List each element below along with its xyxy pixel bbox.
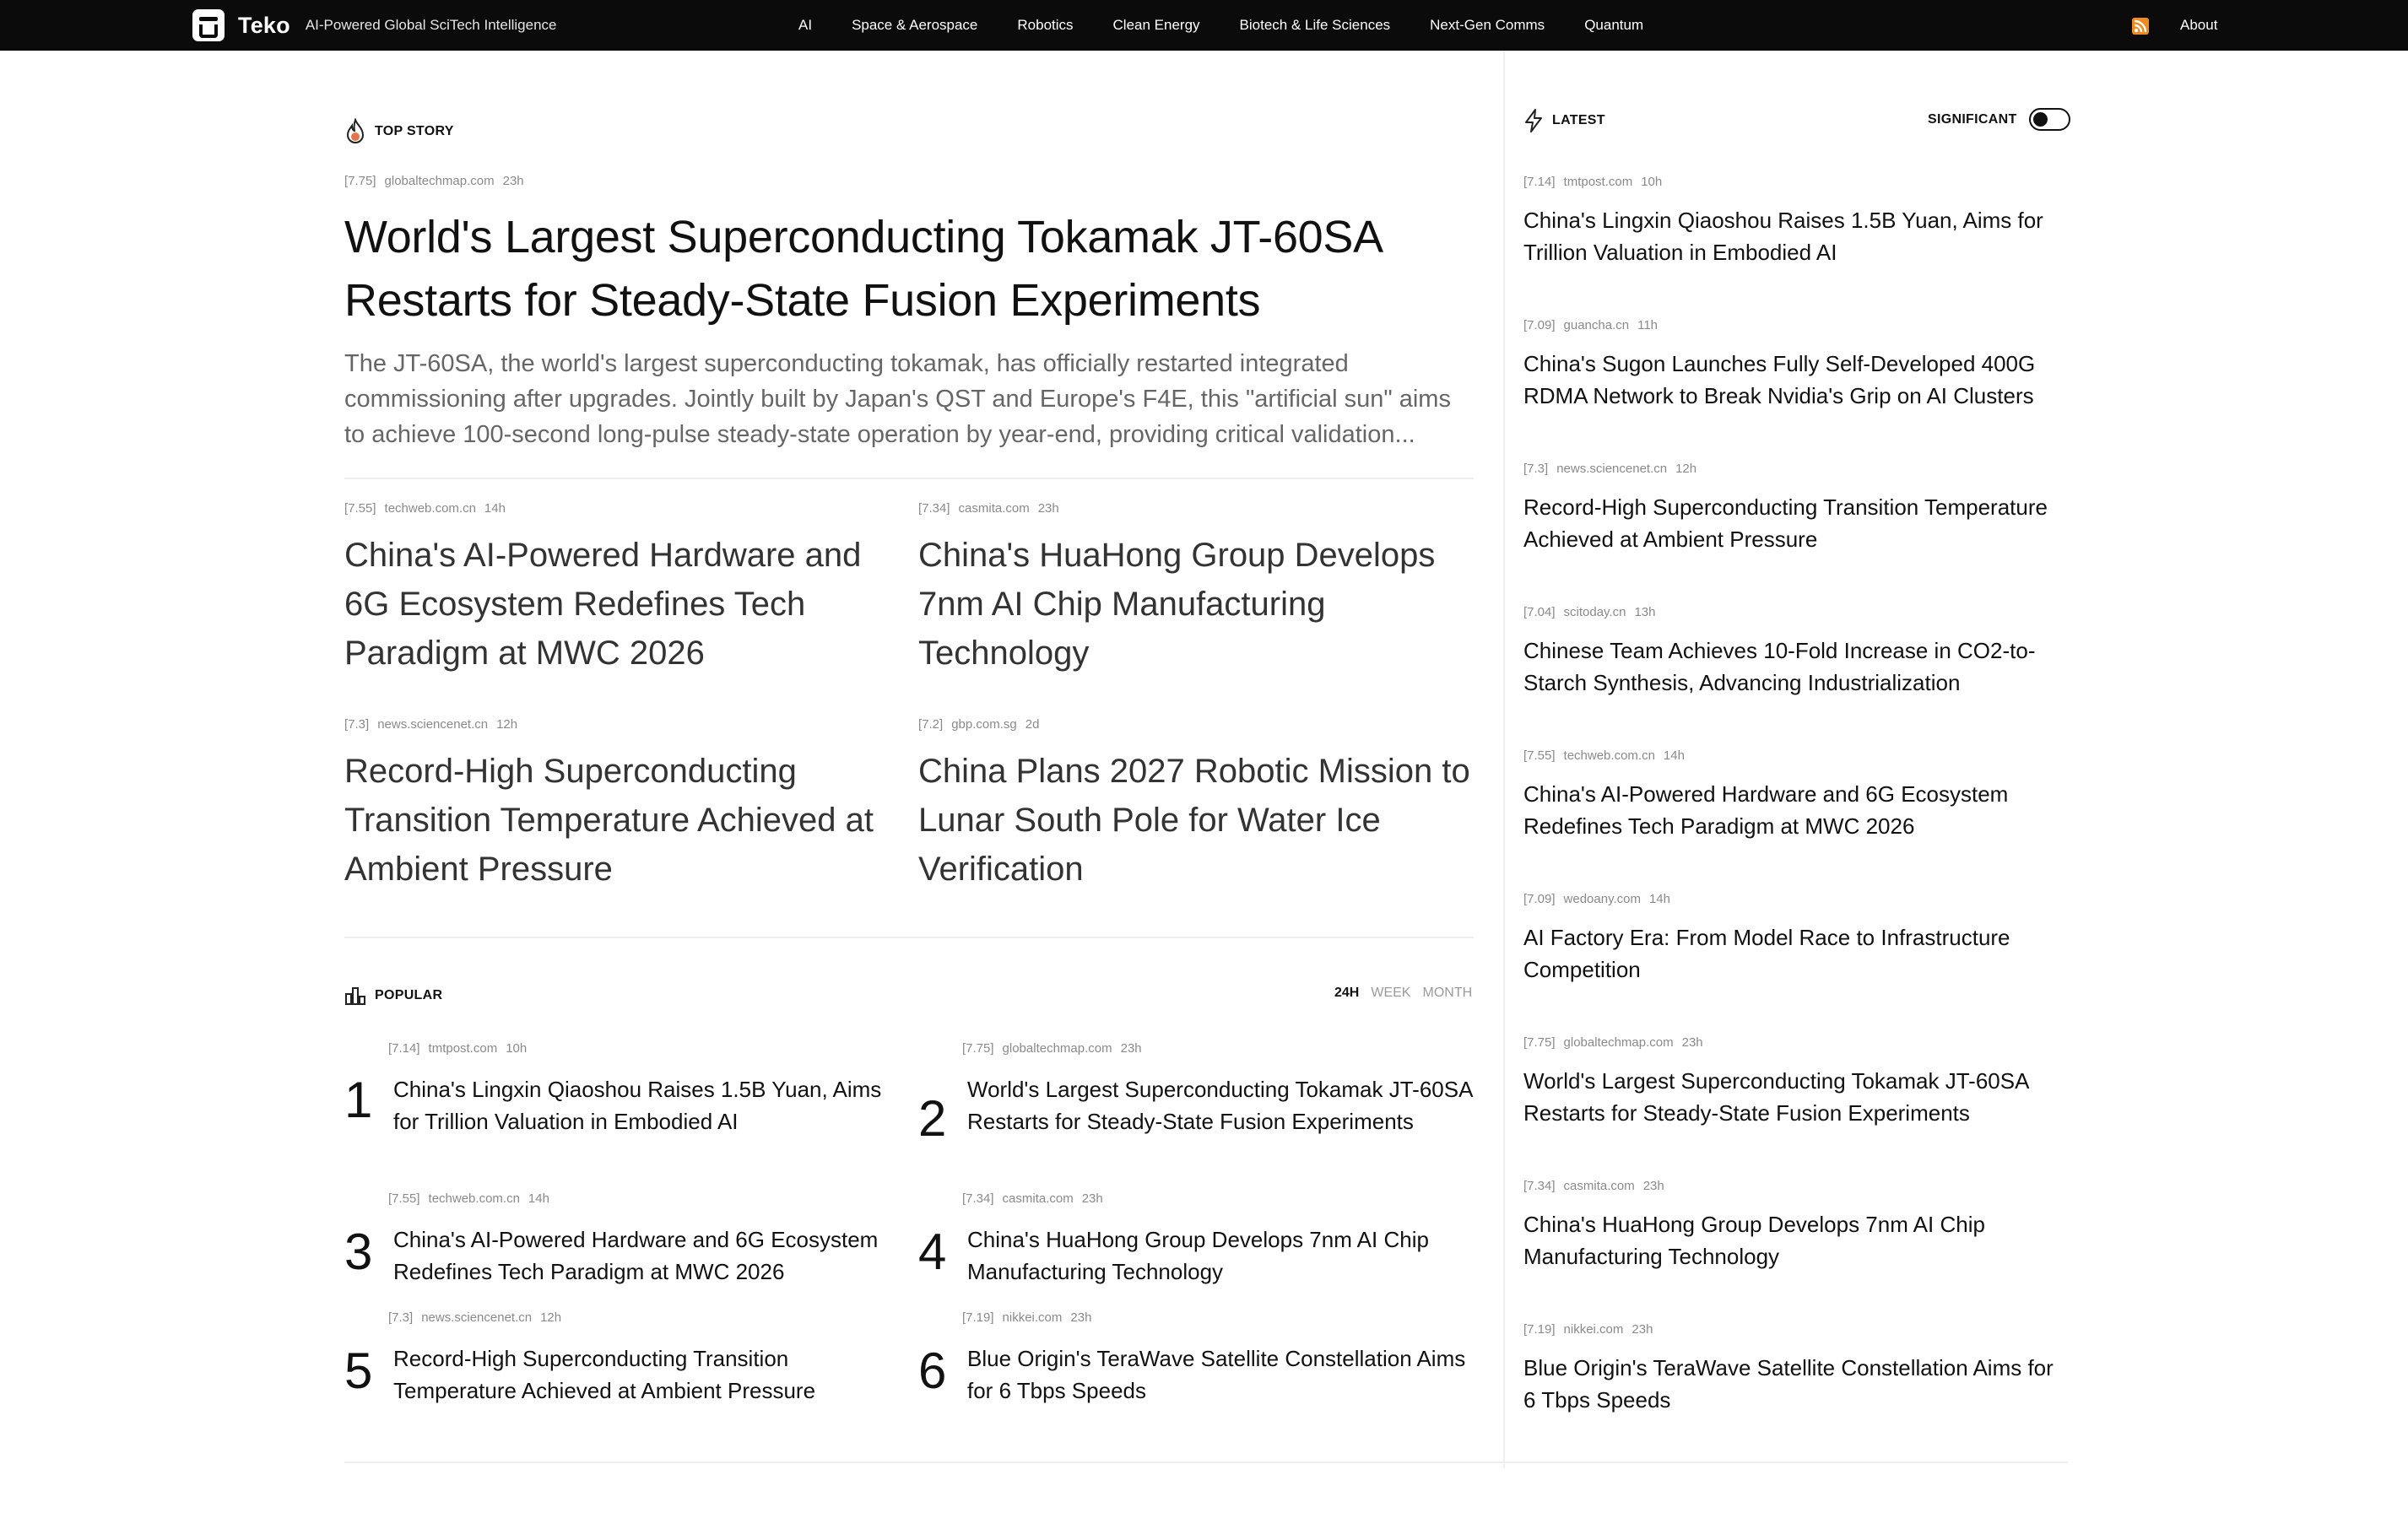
latest-label: LATEST (1523, 108, 1605, 133)
latest-item (1523, 1035, 2064, 1129)
latest-title[interactable]: China's Lingxin Qiaoshou Raises 1.5B Yuan, Aims for Trillion Valuation in Embodied AI (1523, 208, 2043, 265)
rss-icon[interactable] (2132, 18, 2149, 35)
flame-icon (344, 118, 366, 145)
sidebar-divider (1503, 51, 1505, 1468)
latest-title[interactable]: Record-High Superconducting Transition Temperature Achieved at Ambient Pressure (1523, 494, 2048, 552)
significant-label: SIGNIFICANT (1928, 111, 2017, 127)
grid-story (344, 501, 901, 678)
grid-story-title[interactable]: Record-High Superconducting Transition Temperature Achieved at Ambient Pressure (344, 753, 874, 888)
grid-story-meta: [7.55] techweb.com.cn 14h (344, 501, 506, 516)
latest-title[interactable]: China's HuaHong Group Develops 7nm AI Chip Manufacturing Technology (1523, 1212, 1985, 1269)
popular-rank: 5 (344, 1342, 373, 1399)
popular-meta: [7.14] tmtpost.com 10h (388, 1041, 528, 1056)
grid-story (918, 717, 1475, 894)
popular-meta: [7.55] techweb.com.cn 14h (388, 1191, 549, 1206)
nav-item-space-aerospace[interactable]: Space & Aerospace (852, 17, 978, 33)
latest-meta: [7.55] techweb.com.cn 14h (1523, 748, 1685, 763)
latest-title[interactable]: AI Factory Era: From Model Race to Infrastructure Competition (1523, 925, 2010, 982)
nav-item-robotics[interactable]: Robotics (1017, 17, 1074, 33)
latest-title[interactable]: World's Largest Superconducting Tokamak JT-60SA Restarts for Steady-State Fusion Experiments (1523, 1068, 2028, 1126)
top-story-meta (344, 174, 533, 188)
popular-label: POPULAR (344, 986, 442, 1006)
latest-meta: [7.14] tmtpost.com 10h (1523, 175, 1663, 189)
toggle-knob (2033, 112, 2048, 127)
significant-toggle[interactable] (2029, 108, 2070, 131)
divider (344, 478, 1474, 479)
grid-story-title[interactable]: China's HuaHong Group Develops 7nm AI Chip Manufacturing Technology (918, 537, 1436, 672)
age: 23h (502, 174, 524, 188)
grid-story-title[interactable]: China Plans 2027 Robotic Mission to Lunar South Pole for Water Ice Verification (918, 753, 1470, 888)
latest-item (1523, 462, 2064, 555)
grid-story-meta: [7.3] news.sciencenet.cn 12h (344, 717, 518, 732)
popular-meta: [7.75] globaltechmap.com 23h (962, 1041, 1142, 1056)
popular-title[interactable]: World's Largest Superconducting Tokamak JT-60SA Restarts for Steady-State Fusion Experiments (967, 1077, 1472, 1134)
nav-item-clean-energy[interactable]: Clean Energy (1112, 17, 1200, 33)
top-story-summary: The JT-60SA, the world's largest superconducting tokamak, has officially restarted integrated commissioning after upgrades. Jointly built by Japan's QST and Europe's F4E, this "artificial sun" aims to achieve 100-second long-pulse steady-state operation by year-end, providing critical validation... (344, 350, 1451, 448)
latest-item (1523, 892, 2064, 986)
nav-item-next-gen-comms[interactable]: Next-Gen Comms (1430, 17, 1545, 33)
latest-meta: [7.34] casmita.com 23h (1523, 1179, 1664, 1193)
grid-story (344, 717, 901, 894)
popular-rank: 1 (344, 1072, 373, 1128)
popular-rank: 6 (918, 1342, 947, 1399)
top-story-label: TOP STORY (344, 118, 454, 145)
latest-item (1523, 748, 2064, 842)
grid-story (918, 501, 1475, 678)
popular-meta: [7.19] nikkei.com 23h (962, 1310, 1092, 1325)
bottom-divider (344, 1461, 2068, 1463)
popular-item (918, 1310, 1466, 1412)
tab-24h[interactable]: 24H (1334, 986, 1360, 1000)
popular-item (344, 1041, 885, 1143)
latest-item (1523, 175, 2064, 268)
grid-story-meta: [7.34] casmita.com 23h (918, 501, 1059, 516)
latest-meta: [7.19] nikkei.com 23h (1523, 1322, 1653, 1337)
latest-meta: [7.3] news.sciencenet.cn 12h (1523, 462, 1697, 476)
popular-item (918, 1191, 1458, 1293)
tab-week[interactable]: WEEK (1371, 986, 1411, 1000)
teko-logo-icon (192, 9, 225, 41)
brand-name: Teko (238, 12, 290, 38)
nav-item-ai[interactable]: AI (798, 17, 813, 33)
top-story-title[interactable]: World's Largest Superconducting Tokamak JT-60SA Restarts for Steady-State Fusion Experiments (344, 212, 1381, 326)
latest-item (1523, 1322, 2064, 1416)
top-navigation-bar (0, 0, 2408, 51)
grid-story-title[interactable]: China's AI-Powered Hardware and 6G Ecosystem Redefines Tech Paradigm at MWC 2026 (344, 537, 862, 672)
brand[interactable] (192, 0, 557, 51)
popular-meta: [7.34] casmita.com 23h (962, 1191, 1103, 1206)
nav-item-biotech-life-sciences[interactable]: Biotech & Life Sciences (1239, 17, 1391, 33)
popular-rank: 3 (344, 1224, 373, 1280)
popular-rank: 2 (918, 1090, 947, 1147)
latest-meta: [7.75] globaltechmap.com 23h (1523, 1035, 1703, 1050)
divider (344, 937, 1474, 938)
lightning-icon (1523, 108, 1544, 133)
popular-item (344, 1310, 885, 1412)
score: [7.75] (344, 174, 376, 188)
latest-item (1523, 318, 2064, 412)
latest-meta: [7.04] scitoday.cn 13h (1523, 605, 1656, 619)
significant-filter (1928, 108, 2070, 131)
popular-range-tabs (1334, 986, 1484, 1001)
latest-item (1523, 1179, 2064, 1272)
grid-story-meta: [7.2] gbp.com.sg 2d (918, 717, 1040, 732)
source: globaltechmap.com (384, 174, 495, 188)
category-nav (793, 0, 1643, 51)
latest-title[interactable]: China's Sugon Launches Fully Self-Developed 400G RDMA Network to Break Nvidia's Grip on AI Clusters (1523, 351, 2036, 408)
latest-title[interactable]: China's AI-Powered Hardware and 6G Ecosystem Redefines Tech Paradigm at MWC 2026 (1523, 781, 2009, 839)
latest-title[interactable]: Chinese Team Achieves 10-Fold Increase in CO2-to-Starch Synthesis, Advancing Industrialization (1523, 638, 2036, 695)
about-link[interactable]: About (2180, 17, 2218, 33)
brand-tagline: AI-Powered Global SciTech Intelligence (305, 17, 557, 33)
popular-title[interactable]: China's HuaHong Group Develops 7nm AI Chip Manufacturing Technology (967, 1227, 1429, 1284)
tab-month[interactable]: MONTH (1422, 986, 1473, 1000)
popular-meta: [7.3] news.sciencenet.cn 12h (388, 1310, 562, 1325)
nav-item-quantum[interactable]: Quantum (1584, 17, 1644, 33)
popular-title[interactable]: China's Lingxin Qiaoshou Raises 1.5B Yuan, Aims for Trillion Valuation in Embodied AI (393, 1077, 882, 1134)
popular-item (918, 1041, 1472, 1168)
popular-item (344, 1191, 885, 1293)
latest-title[interactable]: Blue Origin's TeraWave Satellite Constellation Aims for 6 Tbps Speeds (1523, 1355, 2054, 1413)
popular-rank: 4 (918, 1224, 947, 1280)
latest-meta: [7.09] guancha.cn 11h (1523, 318, 1659, 332)
latest-item (1523, 605, 2064, 699)
bar-chart-icon (344, 986, 366, 1006)
popular-title[interactable]: Record-High Superconducting Transition Temperature Achieved at Ambient Pressure (393, 1346, 816, 1403)
popular-title[interactable]: Blue Origin's TeraWave Satellite Constellation Aims for 6 Tbps Speeds (967, 1346, 1466, 1403)
latest-meta: [7.09] wedoany.com 14h (1523, 892, 1670, 906)
popular-title[interactable]: China's AI-Powered Hardware and 6G Ecosystem Redefines Tech Paradigm at MWC 2026 (393, 1227, 879, 1284)
